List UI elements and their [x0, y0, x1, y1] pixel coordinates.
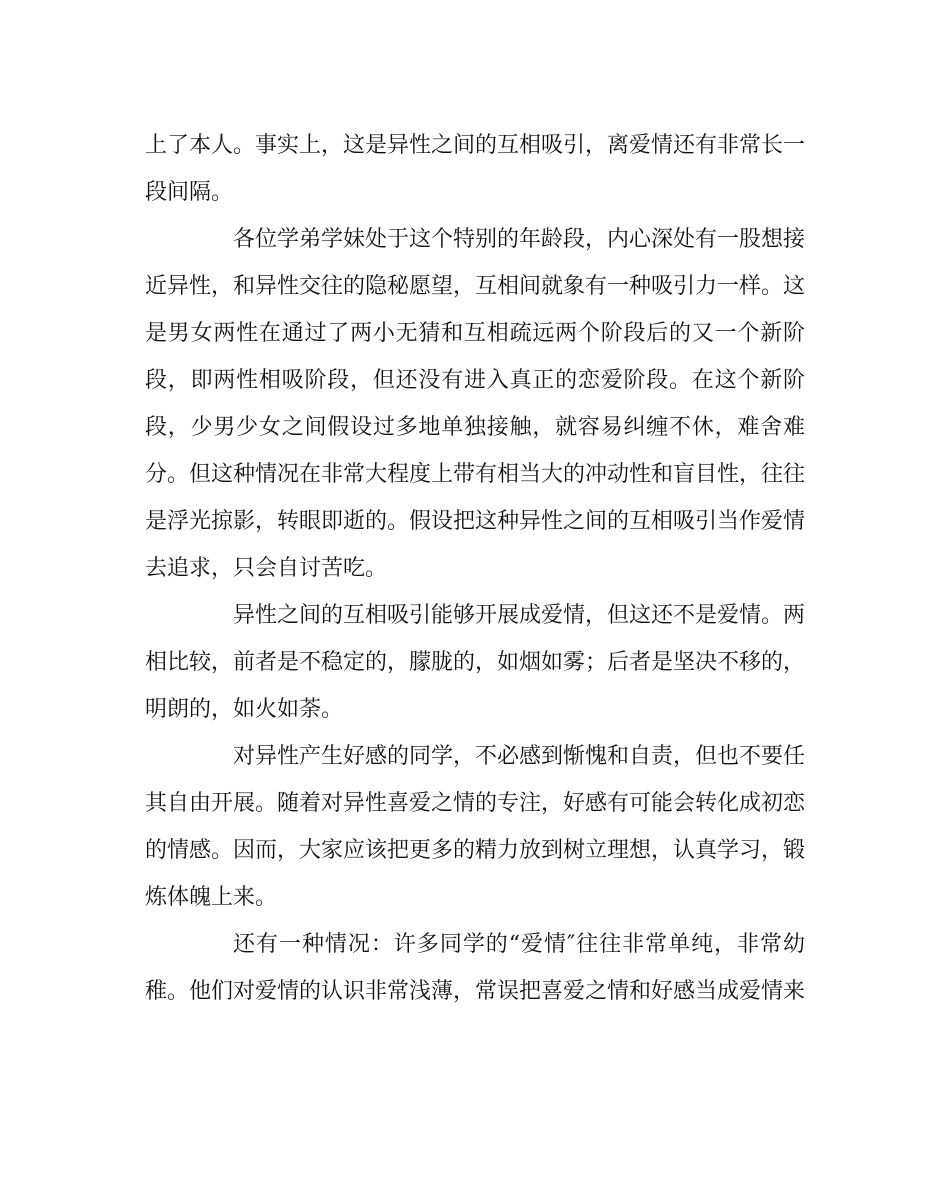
- document-body: [145, 122, 805, 1015]
- paragraph-attraction-stage: 各位学弟学妹处于这个特别的年龄段，内心深处有一股想接近异性，和异性交往的隐秘愿望，互相间就象有一种吸引力一样。这是男女两性在通过了两小无猜和互相疏远两个阶段后的又一个新阶段，即两性相吸阶段，但还没有进入真正的恋爱阶段。在这个新阶段，少男少女之间假设过多地单独接触，就容易纠缠不休，难舍难分。但这种情况在非常大程度上带有相当大的冲动性和盲目性，往往是浮光掠影，转眼即逝的。假设把这种异性之间的互相吸引当作爱情去追求，只会自讨苦吃。: [145, 227, 806, 581]
- paragraph-advice: 对异性产生好感的同学，不必感到惭愧和自责，但也不要任其自由开展。随着对异性喜爱之情的专注，好感有可能会转化成初恋的情感。因而，大家应该把更多的精力放到树立理想，认真学习，锻炼体魄上来。: [145, 744, 806, 910]
- paragraph-continuation: 上了本人。事实上，这是异性之间的互相吸引，离爱情还有非常长一段间隔。: [145, 133, 806, 205]
- paragraph-naive-love: 还有一种情况：许多同学的“爱情″往往非常单纯，非常幼稚。他们对爱情的认识非常浅薄，常误把喜爱之情和好感当成爱情来: [145, 932, 806, 1004]
- paragraph-comparison: 异性之间的互相吸引能够开展成爱情，但这还不是爱情。两相比较，前者是不稳定的，朦胧的，如烟如雾；后者是坚决不移的，明朗的，如火如荼。: [145, 603, 806, 722]
